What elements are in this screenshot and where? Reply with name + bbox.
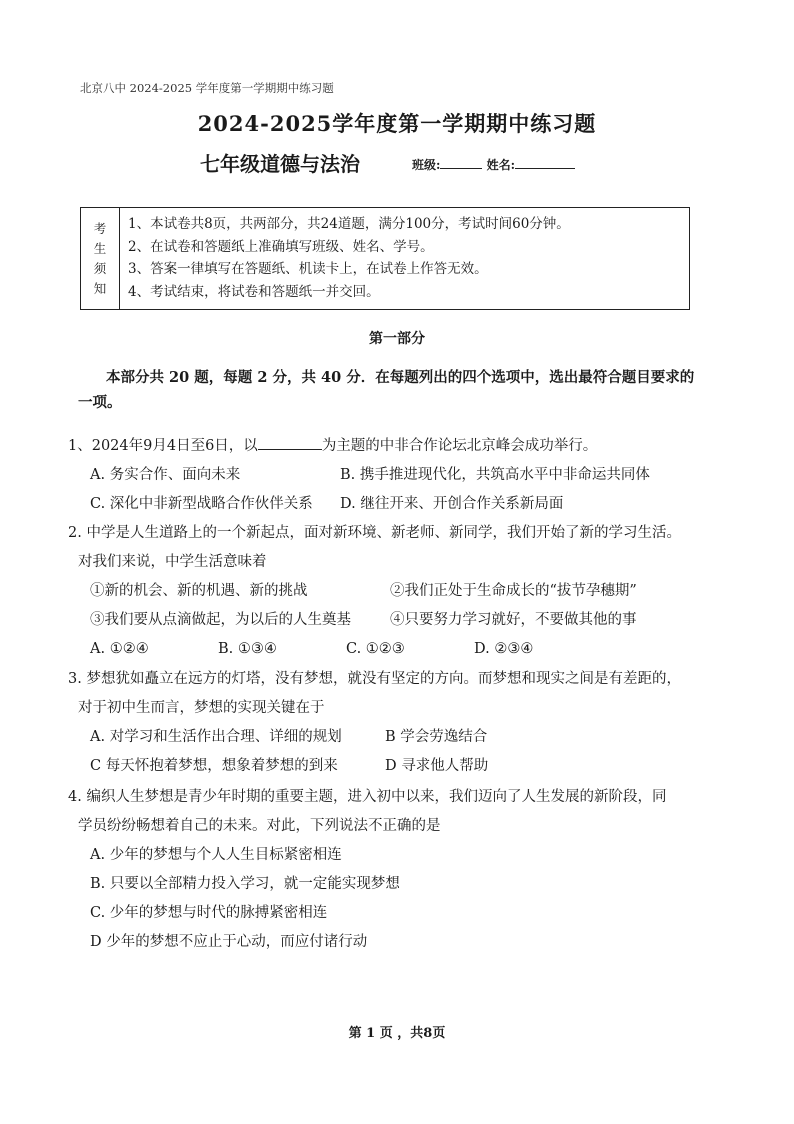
question-4-option-a-row xyxy=(68,841,708,870)
notice-items xyxy=(120,208,570,309)
option-c[interactable]: C. 少年的梦想与时代的脉搏紧密相连 xyxy=(90,905,328,921)
option-a[interactable]: A. ①②④ xyxy=(90,641,149,657)
question-2-options xyxy=(68,635,708,664)
question-4-option-d-row xyxy=(68,928,708,957)
option-d[interactable]: D 寻求他人帮助 xyxy=(385,758,489,774)
question-3-stem-cont: 对于初中生而言，梦想的实现关键在于 xyxy=(78,700,325,716)
option-c[interactable]: C 每天怀抱着梦想，想象着梦想的到来 xyxy=(90,758,338,774)
name-label: 姓名: xyxy=(486,158,516,172)
class-name-line xyxy=(412,156,575,173)
exam-subject: 七年级道德与法治 xyxy=(200,152,360,176)
option-b[interactable]: B. 只要以全部精力投入学习，就一定能实现梦想 xyxy=(90,876,400,892)
page-footer: 第 1 页 ，共8页 xyxy=(348,1026,446,1041)
part-title: 第一部分 xyxy=(369,331,425,347)
notice-label-char: 须 xyxy=(93,260,107,276)
option-d[interactable]: D 少年的梦想不应止于心动，而应付诸行动 xyxy=(90,934,368,950)
part-instructions: 本部分共 20 题，每题 2 分，共 40 分．在每题列出的四个选项中，选出最符合题目要求的一项。 xyxy=(78,369,695,411)
question-1-stem-b: 为主题的中非合作论坛北京峰会成功举行。 xyxy=(321,438,598,454)
exam-notice-box xyxy=(80,207,690,310)
question-1-options-row-2 xyxy=(68,490,708,519)
question-2-statements-row-1 xyxy=(68,577,708,606)
option-c[interactable]: C. ①②③ xyxy=(346,641,405,657)
question-1-options-row-1 xyxy=(68,461,708,490)
question-3 xyxy=(68,665,708,781)
statement-4: ④只要努力学习就好，不要做其他的事 xyxy=(390,612,637,628)
option-b[interactable]: B. 携手推进现代化，共筑高水平中非命运共同体 xyxy=(340,467,650,483)
class-blank[interactable] xyxy=(440,156,482,169)
option-b[interactable]: B. ①③④ xyxy=(218,641,277,657)
question-2 xyxy=(68,519,708,664)
notice-label-char: 考 xyxy=(93,220,107,236)
question-3-options-row-1 xyxy=(68,723,708,752)
question-2-stem-cont: 对我们来说，中学生活意味着 xyxy=(78,554,267,570)
question-4-stem: 4. 编织人生梦想是青少年时期的重要主题，进入初中以来，我们迈向了人生发展的新阶段，同 xyxy=(68,789,667,805)
question-1-blank xyxy=(258,435,322,450)
class-label: 班级: xyxy=(412,158,441,172)
option-a[interactable]: A. 少年的梦想与个人人生目标紧密相连 xyxy=(90,847,342,863)
statement-3: ③我们要从点滴做起，为以后的人生奠基 xyxy=(90,612,351,628)
option-d[interactable]: D. 继往开来、开创合作关系新局面 xyxy=(340,496,564,512)
exam-title: 2024-2025学年度第一学期期中练习题 xyxy=(197,111,597,136)
question-4-stem-cont: 学员纷纷畅想着自己的未来。对此，下列说法不正确的是 xyxy=(78,818,441,834)
notice-label-char: 生 xyxy=(93,240,107,256)
option-b[interactable]: B 学会劳逸结合 xyxy=(385,729,488,745)
notice-item: 3、答案一律填写在答题纸、机读卡上，在试卷上作答无效。 xyxy=(128,261,488,277)
statement-2: ②我们正处于生命成长的“拔节孕穗期” xyxy=(390,583,637,599)
question-2-stem: 2. 中学是人生道路上的一个新起点，面对新环境、新老师、新同学，我们开始了新的学习生活。 xyxy=(68,525,681,541)
notice-item: 2、在试卷和答题纸上准确填写班级、姓名、学号。 xyxy=(128,238,434,255)
notice-label xyxy=(81,208,120,309)
question-3-options-row-2 xyxy=(68,752,708,781)
notice-item: 4、考试结束，将试卷和答题纸一并交回。 xyxy=(128,283,380,300)
question-4 xyxy=(68,783,708,957)
name-blank[interactable] xyxy=(515,156,575,169)
notice-item: 1、本试卷共8页，共两部分，共24道题，满分100分，考试时间60分钟。 xyxy=(128,216,570,232)
question-1-stem-a: 1、2024年9月4日至6日，以 xyxy=(68,438,258,454)
option-d[interactable]: D. ②③④ xyxy=(474,641,534,657)
question-2-statements-row-2 xyxy=(68,606,708,635)
statement-1: ①新的机会、新的机遇、新的挑战 xyxy=(90,583,308,599)
option-c[interactable]: C. 深化中非新型战略合作伙伴关系 xyxy=(90,496,313,512)
question-1 xyxy=(68,432,708,519)
option-a[interactable]: A. 对学习和生活作出合理、详细的规划 xyxy=(90,729,342,745)
question-1-stem xyxy=(68,432,708,461)
option-a[interactable]: A. 务实合作、面向未来 xyxy=(90,467,241,483)
notice-label-char: 知 xyxy=(93,280,107,296)
header-school-line: 北京八中 2024-2025 学年度第一学期期中练习题 xyxy=(80,81,334,95)
question-3-stem: 3. 梦想犹如矗立在远方的灯塔，没有梦想，就没有坚定的方向。而梦想和现实之间是有差距的， xyxy=(68,671,681,687)
question-4-option-c-row xyxy=(68,899,708,928)
question-4-option-b-row xyxy=(68,870,708,899)
